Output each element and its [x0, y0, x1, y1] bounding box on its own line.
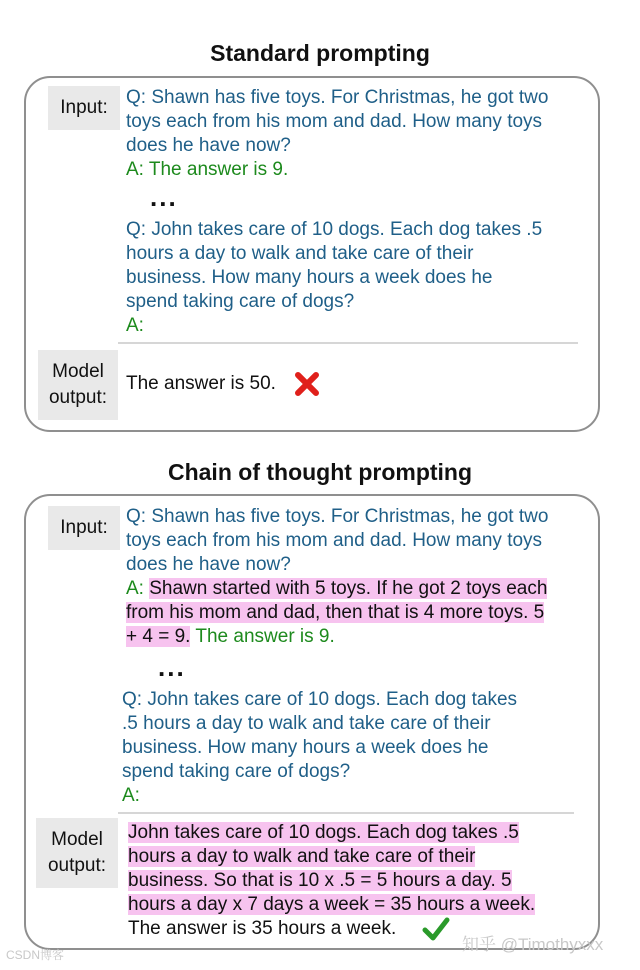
cot-reasoning-line-2: from his mom and dad, then that is 4 more toys. 5	[126, 602, 545, 623]
standard-test-answer-prompt: A:	[126, 315, 144, 336]
check-mark-icon	[422, 916, 450, 942]
x-mark-icon	[294, 371, 320, 397]
cot-output-line-3: business. So that is 10 x .5 = 5 hours a day. 5	[128, 870, 512, 891]
standard-output-tag	[38, 350, 118, 420]
cot-example-final-answer: The answer is 9.	[190, 626, 335, 647]
standard-test-question	[126, 218, 542, 338]
cot-final-answer: The answer is 35 hours a week.	[128, 918, 397, 939]
standard-input-tag-label: Input:	[60, 97, 108, 118]
cot-model-output	[128, 821, 535, 941]
cot-output-tag-line-1: Model	[51, 829, 103, 850]
cot-example-answer	[126, 577, 547, 649]
cot-reasoning-line-1: Shawn started with 5 toys. If he got 2 toys each	[149, 578, 548, 599]
cot-reasoning-line-3: + 4 = 9.	[126, 626, 191, 647]
standard-test-q-line-4: spend taking care of dogs?	[126, 291, 355, 312]
cot-output-tag-line-2: output:	[47, 855, 107, 876]
standard-input-tag	[48, 86, 120, 130]
standard-output-tag-line-2: output:	[48, 387, 108, 408]
cot-test-q-line-4: spend taking care of dogs?	[122, 761, 351, 782]
watermark-zhihu: 知乎 @Timothyxxx	[462, 935, 604, 954]
standard-example-question	[126, 86, 548, 182]
standard-example-q-line-3: does he have now?	[126, 135, 291, 156]
standard-test-q-line-1: Q: John takes care of 10 dogs. Each dog takes .5	[126, 219, 543, 240]
cot-answer-prefix: A:	[126, 578, 150, 599]
standard-example-q-line-2: toys each from his mom and dad. How many toys	[126, 111, 543, 132]
cot-example-q-line-3: does he have now?	[126, 554, 291, 575]
standard-example-q-line-1: Q: Shawn has five toys. For Christmas, he got two	[126, 87, 549, 108]
cot-example-question	[126, 505, 548, 577]
cot-divider	[118, 812, 574, 814]
cot-test-q-line-1: Q: John takes care of 10 dogs. Each dog takes	[122, 689, 518, 710]
standard-test-q-line-3: business. How many hours a week does he	[126, 267, 493, 288]
cot-input-tag	[48, 506, 120, 550]
cot-output-tag	[36, 818, 118, 888]
cot-test-answer-prompt: A:	[122, 785, 140, 806]
standard-test-q-line-2: hours a day to walk and take care of their	[126, 243, 474, 264]
standard-prompting-title: Standard prompting	[210, 40, 430, 66]
cot-output-line-1: John takes care of 10 dogs. Each dog takes .5	[128, 822, 519, 843]
cot-test-q-line-2: .5 hours a day to walk and take care of their	[122, 713, 491, 734]
cot-test-question	[122, 688, 517, 808]
cot-input-tag-label: Input:	[60, 517, 108, 538]
standard-divider	[118, 342, 578, 344]
standard-model-output: The answer is 50.	[126, 373, 276, 394]
standard-output-tag-line-1: Model	[52, 361, 104, 382]
cot-example-q-line-1: Q: Shawn has five toys. For Christmas, he got two	[126, 506, 549, 527]
cot-ellipsis: ...	[158, 652, 186, 682]
cot-example-q-line-2: toys each from his mom and dad. How many toys	[126, 530, 543, 551]
standard-example-answer: A: The answer is 9.	[126, 159, 289, 180]
cot-output-line-2: hours a day to walk and take care of their	[128, 846, 476, 867]
watermark-csdn: CSDN博客	[6, 948, 65, 962]
standard-ellipsis: ...	[150, 182, 178, 212]
cot-output-line-4: hours a day x 7 days a week = 35 hours a week.	[128, 894, 536, 915]
cot-prompting-title: Chain of thought prompting	[167, 459, 473, 485]
cot-test-q-line-3: business. How many hours a week does he	[122, 737, 489, 758]
